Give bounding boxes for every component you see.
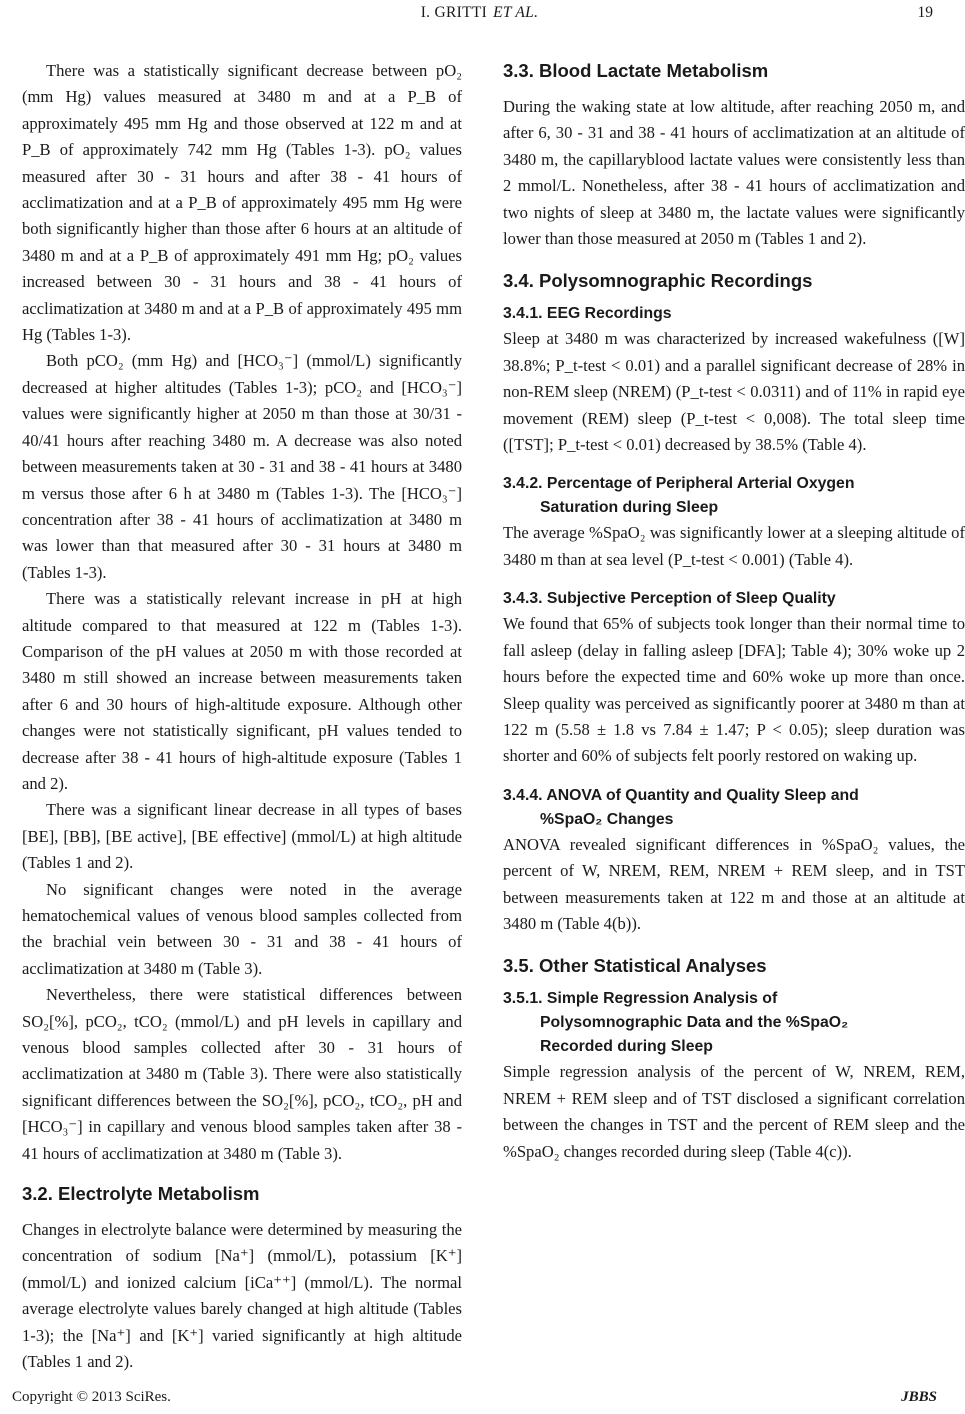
paragraph: There was a statistically significant decrease between pO₂ (mm Hg) values measured at 3480 m and at a P_B of approximately 495 mm Hg and those observed at 122 m and at P_B of approximately 742 mm Hg (Tables 1-3). pO₂ values measured after 30 - 31 hours and after 38 - 41 hours of acclimatization and at a P_B of approximately 495 mm Hg were both significantly higher than those after 6 hours at an altitude of 3480 m and at a P_B of approximately 491 mm Hg; pO₂ values increased between 30 - 31 hours and 38 - 41 hours of acclimatization at 3480 m and at a P_B of approximately 495 mm Hg (Tables 1-3).: [22, 61, 462, 345]
page-header: [0, 2, 965, 24]
section-heading: 3.4. Polysomnographic Recordings: [503, 270, 813, 292]
section-heading: 3.5. Other Statistical Analyses: [503, 955, 767, 977]
paragraph: There was a significant linear decrease in all types of bases [BE], [BB], [BE active], [BE effective] (mmol/L) at high altitude (Tables 1 and 2).: [22, 800, 462, 873]
running-title: I. GRITTI ET AL.: [420, 4, 539, 21]
section-heading: 3.3. Blood Lactate Metabolism: [503, 60, 769, 81]
page-number: 19: [917, 4, 933, 21]
copyright-notice: Copyright © 2013 SciRes.: [12, 1389, 171, 1405]
section-heading: 3.2. Electrolyte Metabolism: [22, 1183, 260, 1205]
paragraph: Simple regression analysis of the percent of W, NREM, REM, NREM + REM sleep and of TST disclosed a significant correlation between the changes in TST and the percent of REM sleep and the %SpaO₂ changes recorded during sleep (Table 4(c)).: [503, 1062, 965, 1161]
paragraph: Changes in electrolyte balance were determined by measuring the concentration of sodium [Na⁺] (mmol/L), potassium [K⁺] (mmol/L) and ionized calcium [iCa⁺⁺] (mmol/L). The normal average electrolyte values barely changed at high altitude (Tables 1-3); the [Na⁺] and [K⁺] varied significantly at high altitude (Tables 1 and 2).: [22, 1220, 462, 1372]
journal-abbrev: JBBS: [901, 1389, 937, 1405]
paragraph: We found that 65% of subjects took longer than their normal time to fall asleep (delay in falling asleep [DFA]; Table 4); 30% woke up 2 hours before the expected time and 60% woke up more than once. Sleep quality was perceived as significantly poorer at 3480 m than at 122 m (5.58 ± 1.8 vs 7.84 ± 1.47; P < 0.05); sleep duration was shorter and 60% of subjects felt poorly restored on waking up.: [503, 614, 965, 766]
paragraph: Sleep at 3480 m was characterized by increased wakefulness ([W] 38.8%; P_t-test < 0.01) and a parallel significant decrease of 28% in non-REM sleep (NREM) (P_t-test < 0.0311) and of 11% in rapid eye movement (REM) sleep (P_t-test < 0,008). The total sleep time ([TST]; P_t-test < 0.01) decreased by 38.5% (Table 4).: [503, 329, 965, 455]
paragraph: Nevertheless, there were statistical differences between SO₂[%], pCO₂, tCO₂ (mmol/L) and pH levels in capillary and venous blood samples collected after 30 - 31 hours of acclimatization at 3480 m (Table 3). There were also statistically significant differences between the SO₂[%], pCO₂, tCO₂, pH and [HCO₃⁻] in capillary and venous blood samples taken after 38 - 41 hours of acclimatization at 3480 m (Table 3).: [22, 985, 462, 1163]
subsection-heading: 3.5.1. Simple Regression Analysis of Polysomnographic Data and the %SpaO₂ Recorded during Sleep: [503, 990, 849, 1056]
paragraph: No significant changes were noted in the average hematochemical values of venous blood samples collected from the brachial vein between 30 - 31 and 38 - 41 hours of acclimatization at 3480 m (Table 3).: [22, 879, 462, 978]
left-column: [22, 58, 462, 1376]
subsection-heading: 3.4.4. ANOVA of Quantity and Quality Sleep and %SpaO₂ Changes: [503, 786, 859, 828]
paragraph: Both pCO₂ (mm Hg) and [HCO₃⁻] (mmol/L) significantly decreased at higher altitudes (Tables 1-3); pCO₂ and [HCO₃⁻] values were significantly higher at 2050 m than those at 30/31 - 40/41 hours after reaching 3480 m. A decrease was also noted between measurements taken at 30 - 31 and 38 - 41 hours at 3480 m versus those after 6 h at 3480 m (Tables 1-3). The [HCO₃⁻] concentration after 38 - 41 hours of acclimatization at 3480 m was lower than that measured after 30 - 31 hours at 3480 m (Tables 1-3).: [22, 351, 462, 582]
paragraph: ANOVA revealed significant differences in %SpaO₂ values, the percent of W, NREM, REM, NREM + REM sleep, and in TST between measurements taken at 122 m and those at an altitude at 3480 m (Table 4(b)).: [503, 834, 965, 933]
paragraph: There was a statistically relevant increase in pH at high altitude compared to that measured at 122 m (Tables 1-3). Comparison of the pH values at 2050 m with those recorded at 3480 m still showed an increase between measurements taken after 6 and 30 hours of high-altitude exposure. Although other changes were not statistically significant, pH values tended to decrease after 38 - 41 hours of high-altitude exposure (Tables 1 and 2).: [22, 589, 462, 793]
paragraph: During the waking state at low altitude, after reaching 2050 m, and after 6, 30 - 31 and 38 - 41 hours of acclimatization at an altitude of 3480 m, the capillaryblood lactate values were consistently less than 2 mmol/L. Nonetheless, after 38 - 41 hours of acclimatization and two nights of sleep at 3480 m, the lactate values were significantly lower than those measured at 2050 m (Tables 1 and 2).: [503, 97, 965, 249]
paragraph: The average %SpaO₂ was significantly lower at a sleeping altitude of 3480 m than at sea level (P_t-test < 0.001) (Table 4).: [503, 523, 965, 569]
right-column: [503, 58, 965, 1165]
subsection-heading: 3.4.2. Percentage of Peripheral Arterial Oxygen Saturation during Sleep: [503, 475, 855, 517]
subsection-heading: 3.4.1. EEG Recordings: [503, 305, 672, 323]
subsection-heading: 3.4.3. Subjective Perception of Sleep Quality: [503, 590, 836, 608]
